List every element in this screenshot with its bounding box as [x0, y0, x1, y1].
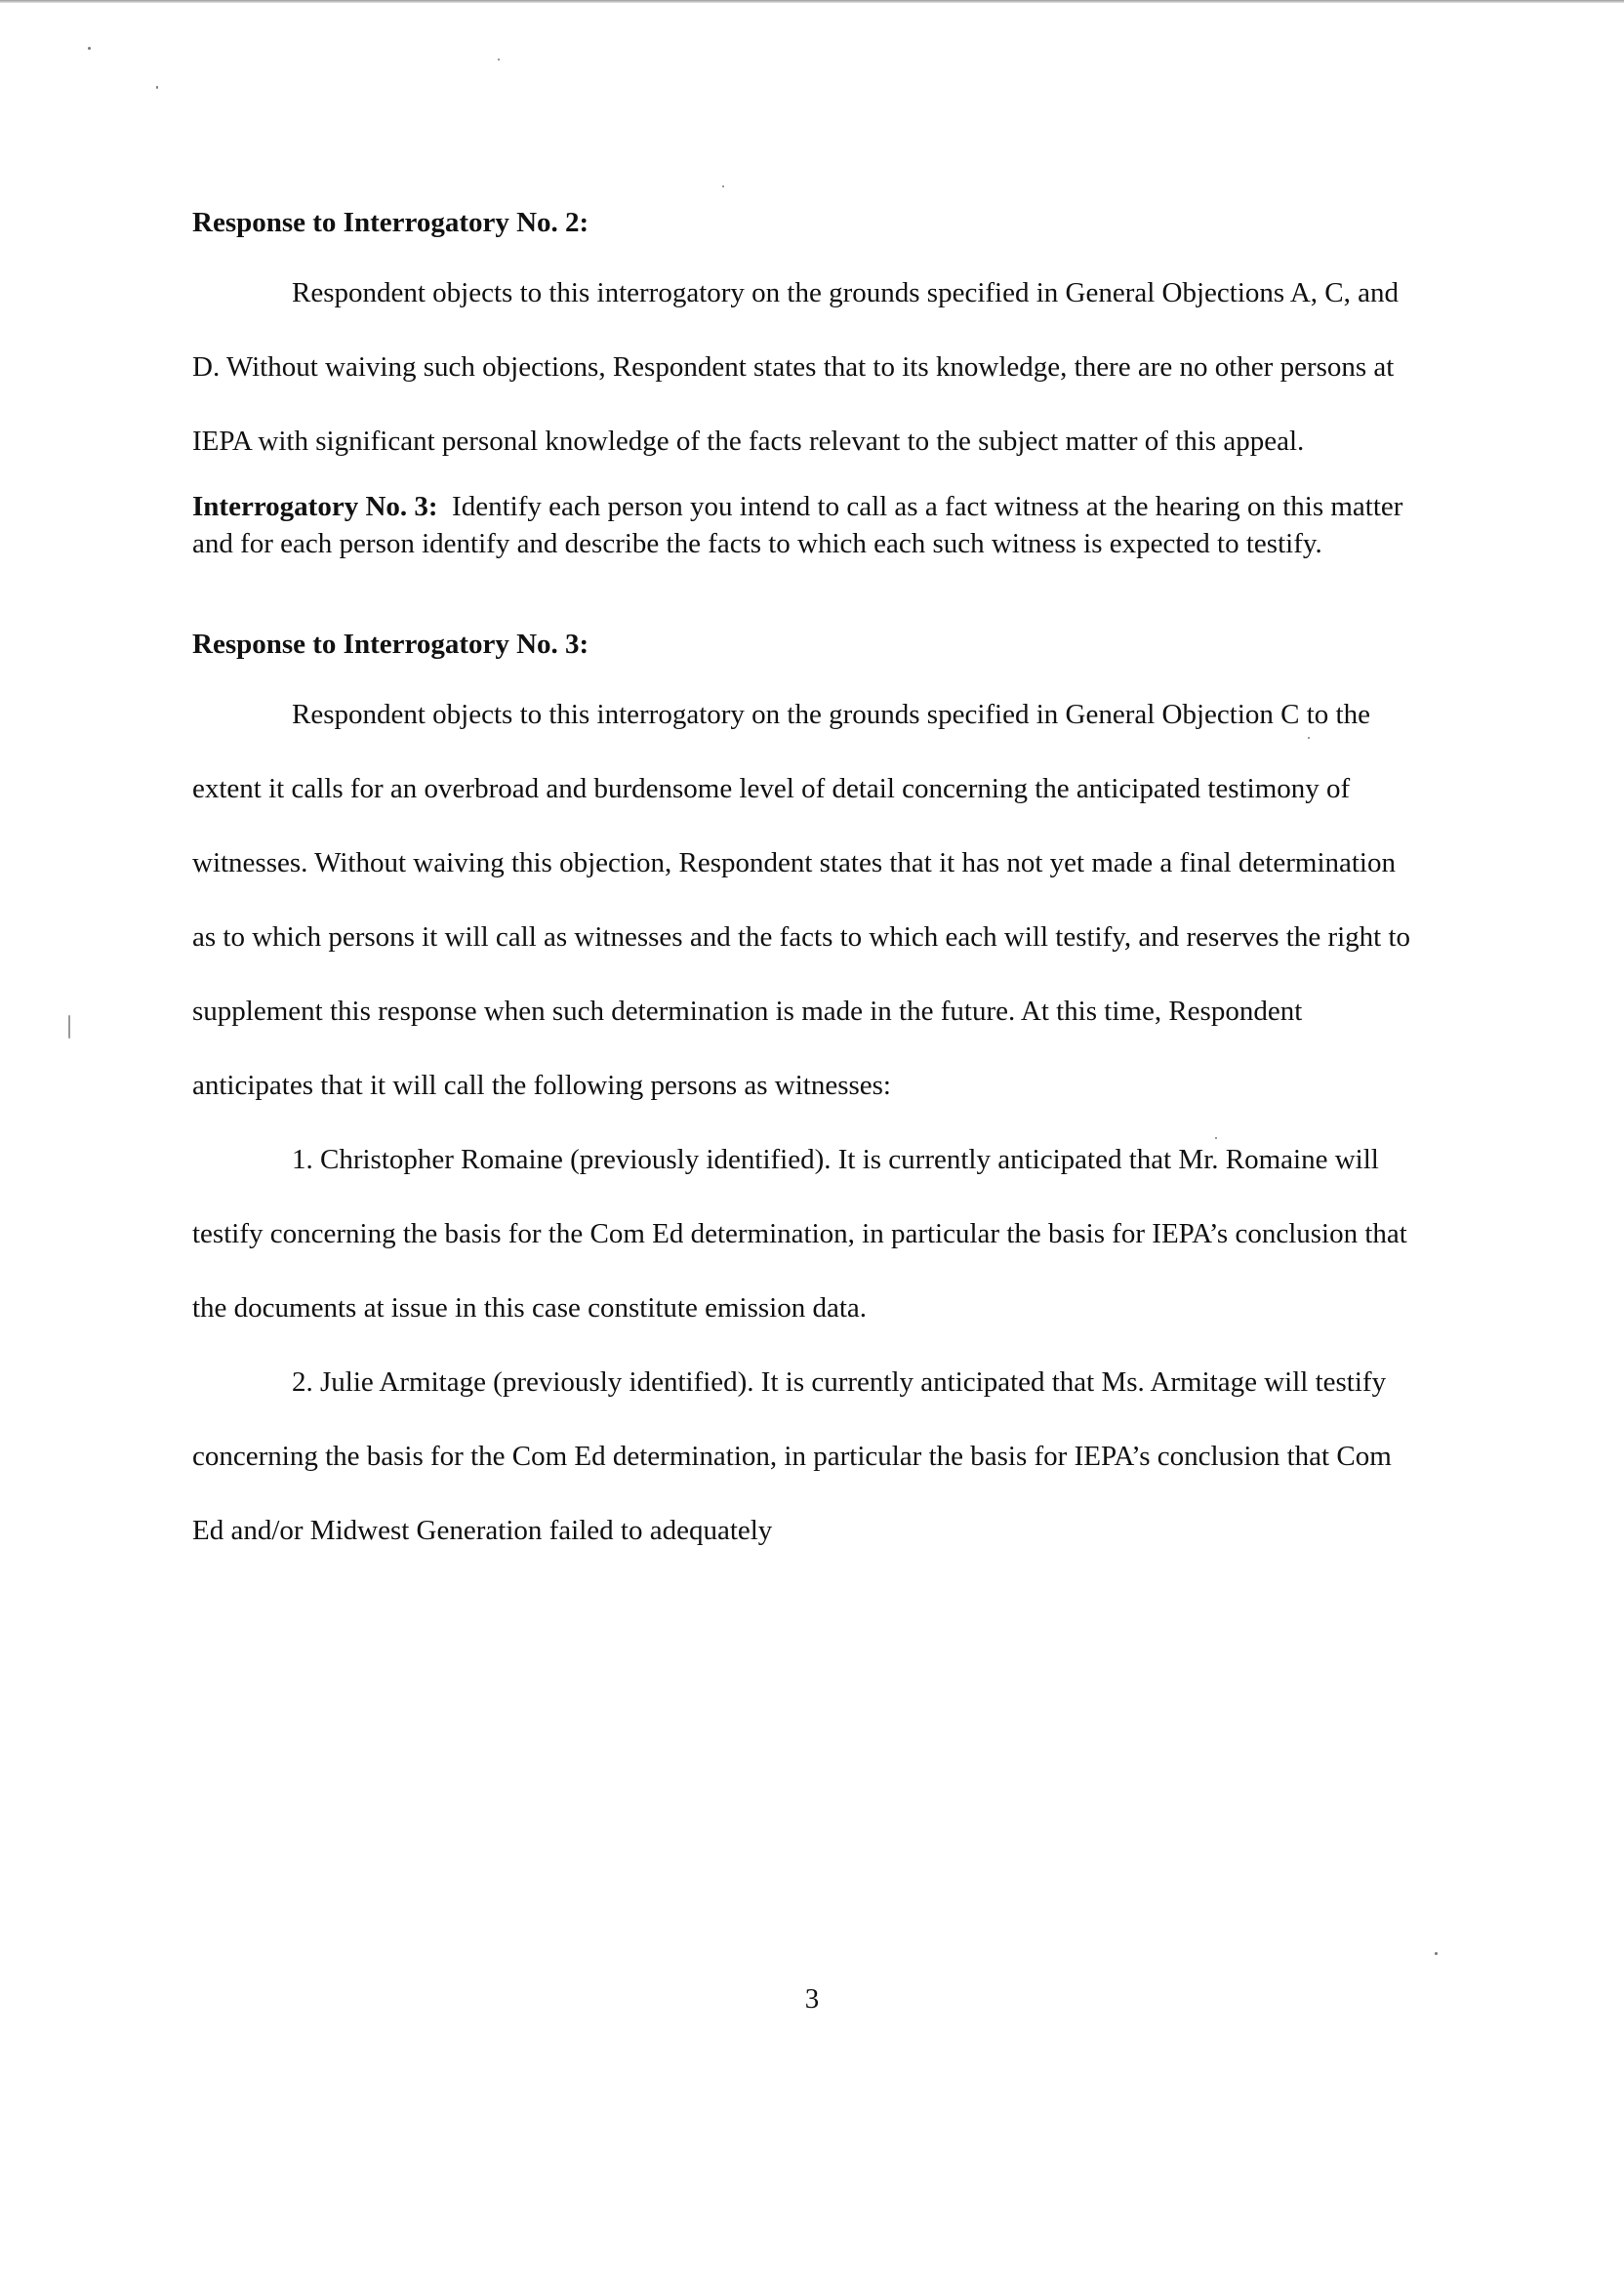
interrogatory-3-text: Identify each person you intend to call as a fact witness at the hearing on this matter and for each person identify and describe the facts to which each such witness is expected to testify. [192, 491, 1403, 559]
scan-speck [68, 1015, 70, 1039]
interrogatory-3-label: Interrogatory No. 3: [192, 491, 438, 522]
witness-2-paragraph: 2. Julie Armitage (previously identified). It is currently anticipated that Ms. Armitage will testify concerning the basis for the Com Ed determination, in particular the basis for IEPA’s conclusion that Com Ed and/or Midwest Generation failed to adequately [192, 1366, 1392, 1546]
scan-speck [1435, 1952, 1438, 1955]
page-number: 3 [804, 1983, 820, 2015]
scan-speck [1308, 737, 1310, 739]
witness-1-paragraph: 1. Christopher Romaine (previously identified). It is currently anticipated that Mr. Romaine will testify concerning the basis for the Com Ed determination, in particular the basis for IEPA’s conclusion that the documents at issue in this case constitute emission data. [192, 1144, 1407, 1324]
scan-speck [498, 59, 500, 61]
scan-speck [88, 47, 91, 50]
scan-speck [156, 86, 158, 89]
interrogatory-3-paragraph [192, 488, 1412, 562]
scan-top-edge [0, 0, 1624, 3]
response-3-heading: Response to Interrogatory No. 3: [192, 629, 589, 660]
scan-speck [722, 185, 724, 187]
scan-speck [1215, 1137, 1217, 1139]
response-2-paragraph: Respondent objects to this interrogatory on the grounds specified in General Objections A, C, and D. Without waiving such objections, Respondent states that to its knowledge, there are no other persons at IEPA with significant personal knowledge of the facts relevant to the subject matter of this appeal. [192, 277, 1399, 457]
response-3-paragraph: Respondent objects to this interrogatory on the grounds specified in General Objection C to the extent it calls for an overbroad and burdensome level of detail concerning the anticipated testimony of witnesses. Without waiving this objection, Respondent states that it has not yet made a final determination as to which persons it will call as witnesses and the facts to which each will testify, and reserves the right to supplement this response when such determination is made in the future. At this time, Respondent anticipates that it will call the following persons as witnesses: [192, 699, 1411, 1101]
document-page [192, 205, 1412, 1568]
response-2-heading: Response to Interrogatory No. 2: [192, 207, 589, 238]
